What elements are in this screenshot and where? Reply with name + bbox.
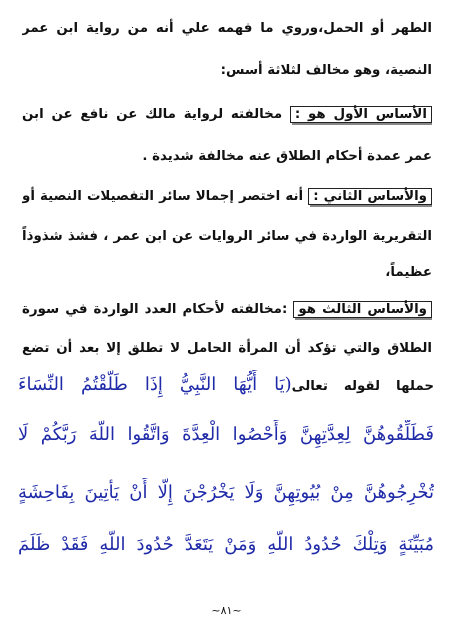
boxed-heading-second: والأساس الثاني : <box>308 188 432 205</box>
text-line-2: النصية، وهو مخالف لثلاثة أسس: <box>220 63 432 78</box>
text-line-5 <box>22 186 432 208</box>
text-line-1: الطهر أو الحمل،وروي ما فهمه علي أنه من رواية ابن عمر <box>22 21 432 36</box>
text-line-6: التقريرية الواردة في سائر الروايات عن ابن عمر ، فشذ شذوذاً <box>22 229 432 244</box>
verse-line-3: تُخْرِجُوهُنَّ مِنْ بُيُوتِهِنَّ وَلَا يَخْرُجْنَ إِلَّا أَنْ يَأْتِينَ بِفَاحِشَةٍ <box>18 482 434 503</box>
text-line-7: عظيماً، <box>385 265 432 280</box>
text-line-3-body: مخالفته لرواية مالك عن نافع عن ابن <box>22 107 283 122</box>
boxed-heading-third: والأساس الثالث هو <box>293 301 432 318</box>
verse-line-4: مُبَيِّنَةٍ وَتِلْكَ حُدُودُ اللَّهِ وَمَنْ يَتَعَدَّ حُدُودَ اللَّهِ فَقَدْ ظَلَمَ <box>18 534 434 555</box>
text-line-8 <box>22 299 432 321</box>
text-line-5-body: أنه اختصر إجمالا سائر التفصيلات النصية أو <box>22 189 304 204</box>
verse-lead-text: حملها لقوله تعالى <box>291 379 434 394</box>
verse-line-1 <box>18 370 434 402</box>
text-line-3 <box>22 104 432 126</box>
boxed-heading-first: الأساس الأول هو : <box>290 106 432 123</box>
page-number: ~٨١~ <box>211 604 242 617</box>
verse-line-1-text: (يَا أَيُّهَا النَّبِيُّ إِذَا طَلَّقْتُمُ النِّسَاءَ <box>18 374 292 395</box>
text-line-8-body: :مخالفته لأحكام العدد الواردة في سورة <box>22 302 288 317</box>
verse-line-2: فَطَلِّقُوهُنَّ لِعِدَّتِهِنَّ وَأَحْصُوا الْعِدَّةَ وَاتَّقُوا اللَّهَ رَبَّكُمْ لَا <box>18 424 434 445</box>
text-line-9: الطلاق والتي تؤكد أن المرأة الحامل لا تطلق إلا بعد أن تضع <box>22 341 432 356</box>
text-line-4: عمر عمدة أحكام الطلاق عنه مخالفة شديدة . <box>142 149 432 164</box>
